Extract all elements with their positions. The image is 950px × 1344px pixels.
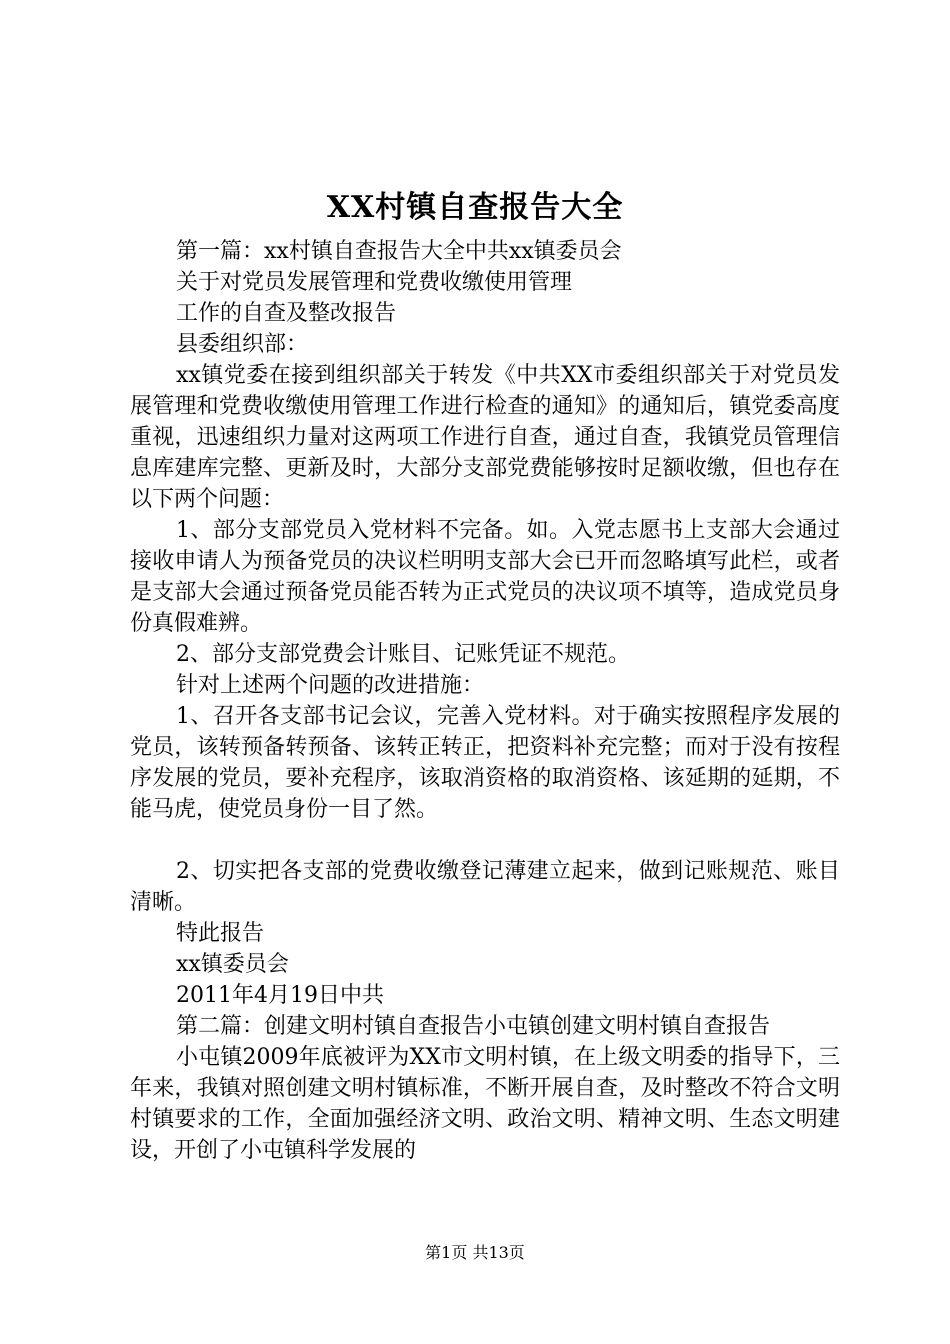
paragraph: 针对上述两个问题的改进措施： [176, 673, 485, 698]
paragraph: 2、部分支部党费会计账目、记账凭证不规范。 [176, 642, 630, 667]
paragraph: 特此报告 [176, 921, 265, 946]
document-body [130, 236, 840, 1166]
paragraph: 工作的自查及整改报告 [176, 301, 397, 326]
paragraph: 2011年4月19日中共 [176, 983, 384, 1008]
paragraph: 关于对党员发展管理和党费收缴使用管理 [176, 270, 573, 295]
paragraph: 1、部分支部党员入党材料不完备。如。入党志愿书上支部大会通过接收申请人为预备党员的决议栏明明支部大会已开而忽略填写此栏，或者是支部大会通过预备党员能否转为正式党员的决议项不填等，造成党员身份真假难辨。 [130, 518, 840, 636]
paragraph: 小屯镇2009年底被评为XX市文明村镇，在上级文明委的指导下，三年来，我镇对照创建文明村镇标准，不断开展自查，及时整改不符合文明村镇要求的工作，全面加强经济文明、政治文明、精神文明、生态文明建设，开创了小屯镇科学发展的 [130, 1045, 840, 1163]
page-footer: 第1页 共13页 [425, 1243, 525, 1262]
paragraph: 第一篇：xx村镇自查报告大全中共xx镇委员会 [176, 239, 622, 264]
paragraph: 2、切实把各支部的党费收缴登记薄建立起来，做到记账规范、账目清晰。 [130, 859, 840, 915]
paragraph: xx镇党委在接到组织部关于转发《中共XX市委组织部关于对党员发展管理和党费收缴使用管理工作进行检查的通知》的通知后，镇党委高度重视，迅速组织力量对这两项工作进行自查，通过自查，我镇党员管理信息库建库完整、更新及时，大部分支部党费能够按时足额收缴，但也存在以下两个问题： [130, 363, 840, 512]
document-title: XX村镇自查报告大全 [326, 190, 624, 225]
paragraph: 1、召开各支部书记会议，完善入党材料。对于确实按照程序发展的党员，该转预备转预备、该转正转正，把资料补充完整；而对于没有按程序发展的党员，要补充程序，该取消资格的取消资格、该延期的延期，不能马虎，使党员身份一目了然。 [130, 704, 840, 822]
paragraph: xx镇委员会 [176, 952, 289, 977]
paragraph: 第二篇：创建文明村镇自查报告小屯镇创建文明村镇自查报告 [176, 1014, 771, 1039]
paragraph: 县委组织部： [176, 332, 309, 357]
